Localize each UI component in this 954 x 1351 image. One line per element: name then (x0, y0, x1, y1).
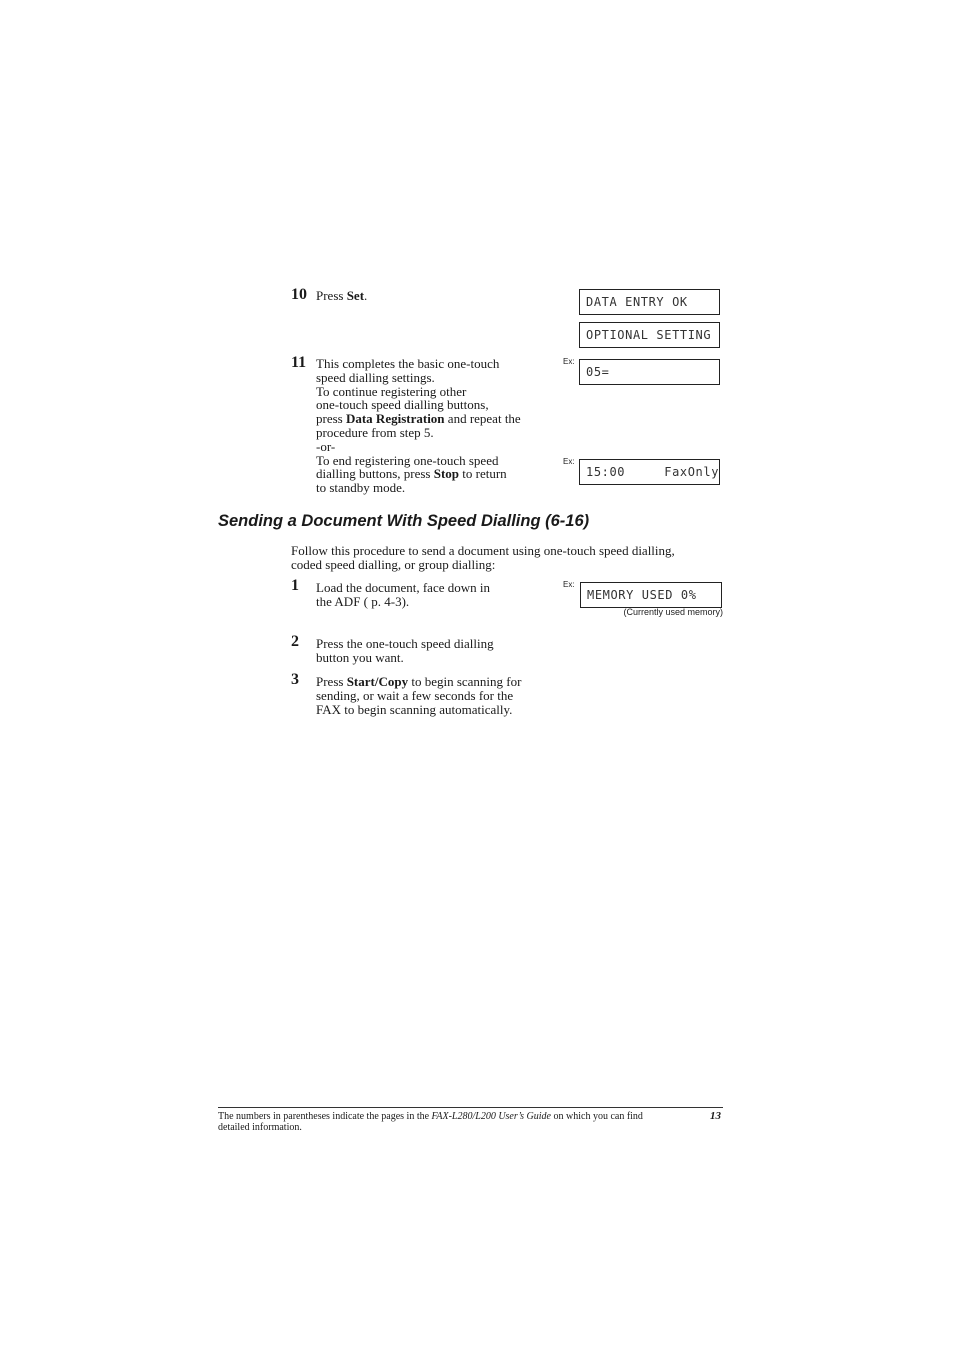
memory-caption: (Currently used memory) (623, 607, 723, 617)
text-line: to standby mode. (316, 480, 406, 496)
text-line: procedure from step 5. (316, 424, 434, 440)
step-number-2: 2 (291, 633, 299, 650)
text-line: sending, or wait a few seconds for the (316, 687, 514, 703)
example-label: Ex: (563, 457, 575, 466)
step-1-text (316, 581, 546, 609)
section-intro (291, 544, 731, 572)
text-line: This completes the basic one-touch (316, 356, 500, 371)
reference-arrow-icon (375, 596, 387, 608)
section-intro-line: Follow this procedure to send a document using one-touch speed dialling, (291, 543, 675, 558)
page-number: 13 (710, 1110, 721, 1122)
text-line: To end registering one-touch speed (316, 452, 499, 468)
text-line: Press Set. (316, 288, 368, 303)
section-title: Sending a Document With Speed Dialling (6-16) (218, 512, 590, 530)
step-11-text (316, 357, 556, 495)
step-10-text (316, 289, 546, 303)
lcd-display-optional-setting: OPTIONAL SETTING (579, 322, 720, 348)
lcd-display-memory-used: MEMORY USED 0% (580, 582, 722, 608)
text-line: To continue registering other (316, 383, 467, 399)
step-number-10: 10 (291, 286, 307, 303)
lcd-display-standby: 15:00 FaxOnly (579, 459, 720, 485)
section-intro-line: coded speed dialling, or group dialling: (291, 556, 496, 572)
text-line: the ADF ( p. 4-3). (316, 593, 410, 609)
text-line: one-touch speed dialling buttons, (316, 397, 489, 413)
text-line: Press Start/Copy to begin scanning for (316, 674, 522, 689)
text-line: button you want. (316, 649, 404, 665)
step-number-11: 11 (291, 354, 307, 371)
step-number-3: 3 (291, 671, 299, 688)
footer-note (218, 1112, 698, 1133)
footer-divider (218, 1107, 723, 1108)
text-line: press Data Registration and repeat the (316, 411, 521, 427)
text-line: dialling buttons, press Stop to return (316, 466, 507, 482)
lcd-display-data-entry-ok: DATA ENTRY OK (579, 289, 720, 315)
footer-note-line: detailed information. (218, 1121, 302, 1133)
footer-note-line: The numbers in parentheses indicate the pages in the FAX-L280/L200 User’s Guide on which you can find (218, 1111, 643, 1122)
text-line: -or- (316, 438, 336, 454)
text-line: Press the one-touch speed dialling (316, 636, 494, 651)
example-label: Ex: (563, 580, 575, 589)
example-label: Ex: (563, 357, 575, 366)
text-line: speed dialling settings. (316, 369, 435, 385)
step-number-1: 1 (291, 577, 299, 594)
text-line: Load the document, face down in (316, 580, 490, 595)
text-line: FAX to begin scanning automatically. (316, 701, 513, 717)
lcd-display-entry-05: 05= (579, 359, 720, 385)
step-3-text (316, 675, 556, 716)
step-2-text (316, 637, 546, 665)
